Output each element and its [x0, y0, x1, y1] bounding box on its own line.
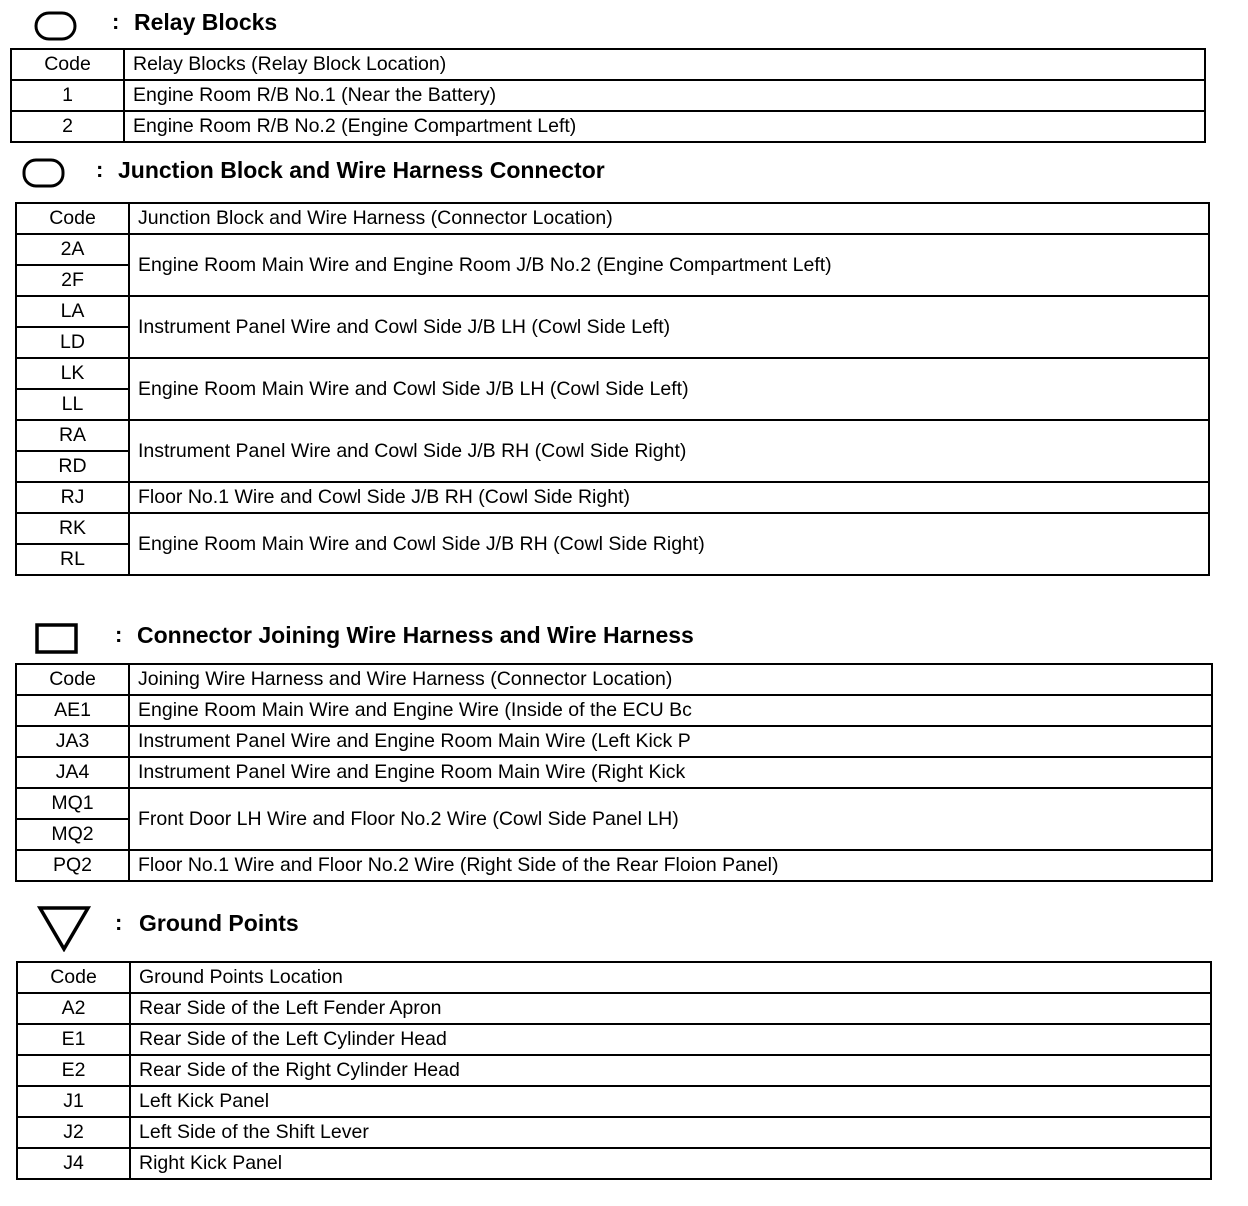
header-code: Code [17, 962, 130, 993]
row-code: 1 [11, 80, 124, 111]
junction-table [15, 202, 1210, 576]
row-location [129, 757, 1212, 788]
row-location: Floor No.1 Wire and Floor No.2 Wire (Right Side of the Rear Floion Panel) [129, 850, 1212, 881]
relay-block-symbol-icon [34, 10, 78, 42]
row-code: A2 [17, 993, 130, 1024]
connector-table [15, 663, 1213, 882]
table-row [11, 111, 1205, 142]
ground-section-title: Ground Points [139, 910, 299, 936]
row-code: LA [16, 296, 129, 327]
table-row [16, 513, 1209, 544]
row-code: J4 [17, 1148, 130, 1179]
header-location: Relay Blocks (Relay Block Location) [124, 49, 1205, 80]
row-code: JA3 [16, 726, 129, 757]
row-code: 2 [11, 111, 124, 142]
junction-colon: : [96, 157, 104, 182]
row-code: 2A [16, 234, 129, 265]
table-row [17, 993, 1211, 1024]
header-location: Joining Wire Harness and Wire Harness (Connector Location) [129, 664, 1212, 695]
row-code: MQ2 [16, 819, 129, 850]
ground-table [16, 961, 1212, 1180]
row-code: J2 [17, 1117, 130, 1148]
relay-colon: : [112, 9, 120, 34]
row-location: Instrument Panel Wire and Cowl Side J/B LH (Cowl Side Left) [129, 296, 1209, 358]
junction-section-title: Junction Block and Wire Harness Connector [118, 157, 605, 183]
row-location: Rear Side of the Left Fender Apron [130, 993, 1211, 1024]
row-code: RD [16, 451, 129, 482]
connector-symbol-icon [34, 622, 80, 656]
header-location: Ground Points Location [130, 962, 1211, 993]
row-location: Engine Room R/B No.1 (Near the Battery) [124, 80, 1205, 111]
row-location: Engine Room Main Wire and Engine Room J/B No.2 (Engine Compartment Left) [129, 234, 1209, 296]
row-code: J1 [17, 1086, 130, 1117]
table-row [16, 296, 1209, 327]
row-code: RK [16, 513, 129, 544]
row-location [129, 726, 1212, 757]
table-row [17, 1148, 1211, 1179]
row-location: Rear Side of the Left Cylinder Head [130, 1024, 1211, 1055]
row-code: AE1 [16, 695, 129, 726]
table-row [16, 420, 1209, 451]
row-location: Instrument Panel Wire and Cowl Side J/B RH (Cowl Side Right) [129, 420, 1209, 482]
row-code: RA [16, 420, 129, 451]
table-row [16, 850, 1212, 881]
row-code: RL [16, 544, 129, 575]
table-row [16, 788, 1212, 819]
ground-colon: : [115, 910, 123, 935]
table-row [17, 1055, 1211, 1086]
table-header-row [11, 49, 1205, 80]
table-row [17, 1117, 1211, 1148]
row-location-text: Instrument Panel Wire and Engine Room Main Wire (Left Kick P [138, 730, 691, 752]
connector-section-title: Connector Joining Wire Harness and Wire Harness [137, 622, 694, 648]
table-row [16, 695, 1212, 726]
row-location [129, 695, 1212, 726]
table-row [11, 80, 1205, 111]
table-row [16, 358, 1209, 389]
relay-section-title: Relay Blocks [134, 9, 278, 35]
row-code: E1 [17, 1024, 130, 1055]
row-location: Right Kick Panel [130, 1148, 1211, 1179]
row-location: Floor No.1 Wire and Cowl Side J/B RH (Cowl Side Right) [129, 482, 1209, 513]
row-code: E2 [17, 1055, 130, 1086]
row-code: MQ1 [16, 788, 129, 819]
table-row [16, 234, 1209, 265]
row-code: RJ [16, 482, 129, 513]
relay-table [10, 48, 1206, 143]
junction-block-symbol-icon [21, 157, 67, 189]
table-row [17, 1024, 1211, 1055]
row-location: Engine Room Main Wire and Cowl Side J/B LH (Cowl Side Left) [129, 358, 1209, 420]
row-location: Left Kick Panel [130, 1086, 1211, 1117]
row-code: LD [16, 327, 129, 358]
row-location: Engine Room Main Wire and Cowl Side J/B RH (Cowl Side Right) [129, 513, 1209, 575]
row-code: 2F [16, 265, 129, 296]
ground-point-triangle-icon [36, 904, 92, 952]
row-code: LL [16, 389, 129, 420]
row-location: Left Side of the Shift Lever [130, 1117, 1211, 1148]
row-code: JA4 [16, 757, 129, 788]
row-location: Front Door LH Wire and Floor No.2 Wire (Cowl Side Panel LH) [129, 788, 1212, 850]
table-header-row [16, 203, 1209, 234]
row-location: Engine Room R/B No.2 (Engine Compartment Left) [124, 111, 1205, 142]
table-row [16, 726, 1212, 757]
row-location-text: Engine Room Main Wire and Engine Wire (Inside of the ECU Bc [138, 699, 692, 721]
table-header-row [17, 962, 1211, 993]
table-header-row [16, 664, 1212, 695]
header-code: Code [16, 664, 129, 695]
table-row [17, 1086, 1211, 1117]
table-row [16, 757, 1212, 788]
connector-colon: : [115, 622, 123, 647]
row-location: Rear Side of the Right Cylinder Head [130, 1055, 1211, 1086]
header-location: Junction Block and Wire Harness (Connector Location) [129, 203, 1209, 234]
table-row [16, 482, 1209, 513]
row-code: PQ2 [16, 850, 129, 881]
header-code: Code [16, 203, 129, 234]
header-code: Code [11, 49, 124, 80]
row-code: LK [16, 358, 129, 389]
row-location-text: Instrument Panel Wire and Engine Room Main Wire (Right Kick [138, 761, 686, 783]
